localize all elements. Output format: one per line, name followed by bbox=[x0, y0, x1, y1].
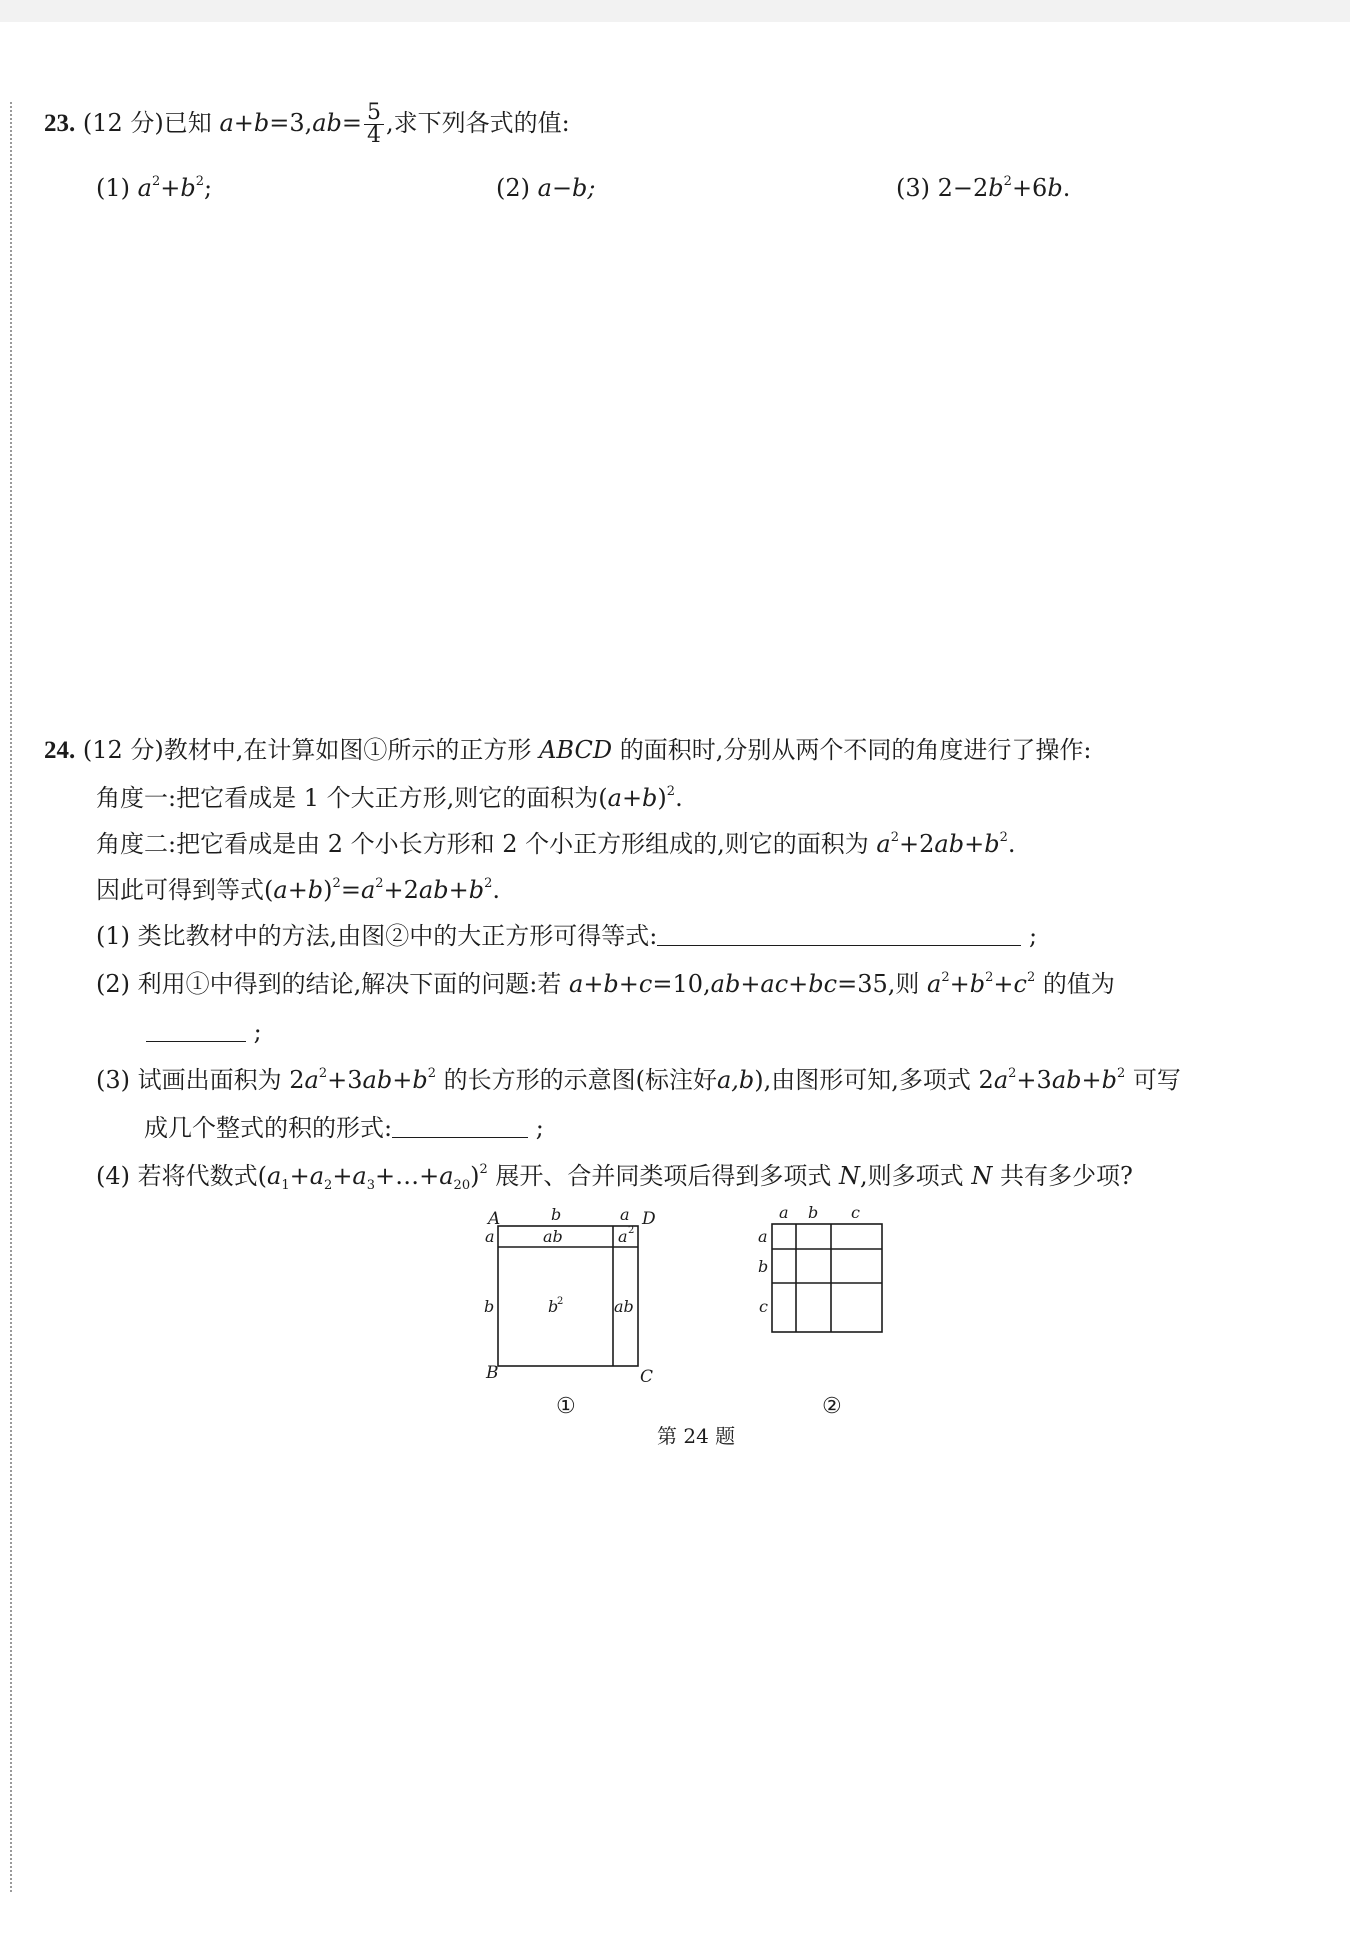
question-23-stem: 23. (12 分)已知 a+b=3,ab= $\frac{5}{4}$ ,求下列各式的值: bbox=[44, 100, 570, 148]
question-24-number: 24. bbox=[44, 737, 76, 764]
question-23-number: 23. bbox=[44, 110, 76, 137]
q23-part-1-label: (1) bbox=[96, 174, 130, 202]
cell-a-squared: a bbox=[618, 1227, 628, 1246]
fraction-denominator: 4 bbox=[367, 123, 382, 148]
q24-part-3-ab: a,b bbox=[716, 1066, 755, 1094]
q24-part-3-mid2: ),由图形可知,多项式 bbox=[754, 1066, 971, 1094]
q24-angle-1-text: 角度一:把它看成是 1 个大正方形,则它的面积为 bbox=[96, 784, 599, 812]
figure-2-outer-square bbox=[772, 1224, 882, 1332]
figure-1-square-abcd bbox=[470, 1200, 670, 1400]
polynomial-n: N bbox=[839, 1162, 861, 1190]
figure-2-label: ② bbox=[822, 1394, 842, 1419]
q23-part-3-label: (3) bbox=[896, 174, 930, 202]
semicolon: ; bbox=[253, 1018, 262, 1046]
cell-b-squared: b bbox=[548, 1297, 559, 1316]
q23-stem-pre: 已知 bbox=[163, 109, 212, 137]
q24-part-4-tail: ,则多项式 bbox=[860, 1162, 964, 1190]
q24-part-3-line-2-text: 成几个整式的积的形式: bbox=[144, 1114, 393, 1142]
vertex-b-label: B bbox=[486, 1363, 499, 1383]
q24-part-4-text: 若将代数式 bbox=[137, 1162, 258, 1190]
q23-expr-sum: a bbox=[219, 109, 234, 137]
q24-part-2-text: 利用①中得到的结论,解决下面的问题:若 bbox=[137, 970, 562, 998]
cell-ab-top: ab bbox=[543, 1227, 563, 1246]
q24-therefore-text: 因此可得到等式 bbox=[96, 876, 264, 904]
left-a-label: a bbox=[485, 1227, 495, 1246]
q24-part-3-line-2 bbox=[144, 1116, 544, 1140]
semicolon: ; bbox=[1029, 922, 1038, 950]
q24-angle-1: 角度一:把它看成是 1 个大正方形,则它的面积为$(a+b)^2$. bbox=[96, 784, 683, 812]
fraction-numerator: 5 bbox=[364, 102, 384, 125]
question-24-score: (12 分) bbox=[82, 736, 164, 764]
figure-2-square-grid bbox=[750, 1202, 930, 1392]
q24-part-1 bbox=[96, 924, 1037, 948]
q24-angle-2: 角度二:把它看成是由 2 个小长方形和 2 个小正方形组成的,则它的面积为 $a^2+2ab+b^2$. bbox=[96, 830, 1016, 858]
top-a-label: a bbox=[779, 1203, 789, 1222]
q24-part-3-mid: 的长方形的示意图(标注好 bbox=[443, 1066, 717, 1094]
q24-part-3-text: 试画出面积为 bbox=[137, 1066, 282, 1094]
figure-caption: 第 24 题 bbox=[657, 1424, 736, 1448]
left-b-label: b bbox=[758, 1257, 769, 1276]
left-c-label: c bbox=[759, 1297, 768, 1316]
q23-part-2 bbox=[496, 176, 596, 200]
vertex-d-label: D bbox=[642, 1209, 656, 1229]
q24-part-3-tail: 可写 bbox=[1132, 1066, 1181, 1094]
left-a-label: a bbox=[758, 1227, 768, 1246]
q23-fraction bbox=[364, 102, 384, 147]
figure-1-label: ① bbox=[556, 1394, 576, 1419]
vertex-c-label: C bbox=[640, 1367, 654, 1387]
q24-therefore: 因此可得到等式$(a+b)^2=a^2+2ab+b^2$. bbox=[96, 876, 500, 904]
q24-part-3-label: (3) bbox=[96, 1066, 130, 1094]
q24-part-2-label: (2) bbox=[96, 970, 130, 998]
q23-stem-post: ,求下列各式的值: bbox=[386, 109, 570, 137]
answer-blank-2[interactable] bbox=[146, 1021, 246, 1042]
semicolon: ; bbox=[535, 1114, 544, 1142]
q24-part-4-mid: 展开、合并同类项后得到多项式 bbox=[495, 1162, 832, 1190]
q24-angle-2-text: 角度二:把它看成是由 2 个小长方形和 2 个小正方形组成的,则它的面积为 bbox=[96, 830, 869, 858]
exam-page bbox=[0, 22, 1350, 1946]
q24-part-1-text: 类比教材中的方法,由图②中的大正方形可得等式: bbox=[137, 922, 658, 950]
q24-abcd: ABCD bbox=[539, 736, 613, 764]
top-a-label: a bbox=[620, 1205, 630, 1224]
question-23-score: (12 分) bbox=[82, 109, 164, 137]
q24-part-4: (4) 若将代数式$(a_1+a_2+a_3+\dots+a_{20})^2$ 展开、合并同类项后得到多项式 N,则多项式 N 共有多少项? bbox=[96, 1162, 1133, 1193]
top-c-label: c bbox=[851, 1203, 860, 1222]
binding-dotted-line bbox=[10, 102, 12, 1892]
q24-part-4-tail2: 共有多少项? bbox=[999, 1162, 1133, 1190]
left-b-label: b bbox=[484, 1297, 495, 1316]
exponent-2: 2 bbox=[557, 1296, 564, 1307]
top-b-label: b bbox=[551, 1205, 562, 1224]
q24-part-2-mid: ,则 bbox=[887, 970, 920, 998]
polynomial-n: N bbox=[971, 1162, 993, 1190]
q24-part-2-tail: 的值为 bbox=[1042, 970, 1115, 998]
q24-stem-pre: 教材中,在计算如图①所示的正方形 bbox=[163, 736, 532, 764]
q23-part-3: (3) $2-2b^2+6b$. bbox=[896, 174, 1071, 202]
q23-part-2-expr: a−b; bbox=[537, 174, 596, 202]
q24-stem-post: 的面积时,分别从两个不同的角度进行了操作: bbox=[619, 736, 1092, 764]
q23-part-1: (1) $a^2+b^2$; bbox=[96, 174, 213, 202]
cell-ab-right: ab bbox=[614, 1297, 634, 1316]
q24-part-2-answer bbox=[146, 1020, 262, 1044]
q24-part-4-label: (4) bbox=[96, 1162, 130, 1190]
answer-blank-1[interactable] bbox=[657, 925, 1021, 946]
exponent-2: 2 bbox=[628, 1225, 635, 1236]
q24-part-1-label: (1) bbox=[96, 922, 130, 950]
question-24-stem bbox=[44, 738, 1091, 763]
vertex-a-label: A bbox=[488, 1209, 501, 1229]
q24-part-3: (3) 试画出面积为 $2a^2+3ab+b^2$ 的长方形的示意图(标注好a,b),由图形可知,多项式 $2a^2+3ab+b^2$ 可写 bbox=[96, 1066, 1181, 1094]
q23-part-2-label: (2) bbox=[496, 174, 530, 202]
top-b-label: b bbox=[808, 1203, 819, 1222]
answer-blank-3[interactable] bbox=[392, 1117, 528, 1138]
q24-part-2: (2) 利用①中得到的结论,解决下面的问题:若 a+b+c=10,ab+ac+bc=35,则 $a^2+b^2+c^2$ 的值为 bbox=[96, 970, 1115, 998]
